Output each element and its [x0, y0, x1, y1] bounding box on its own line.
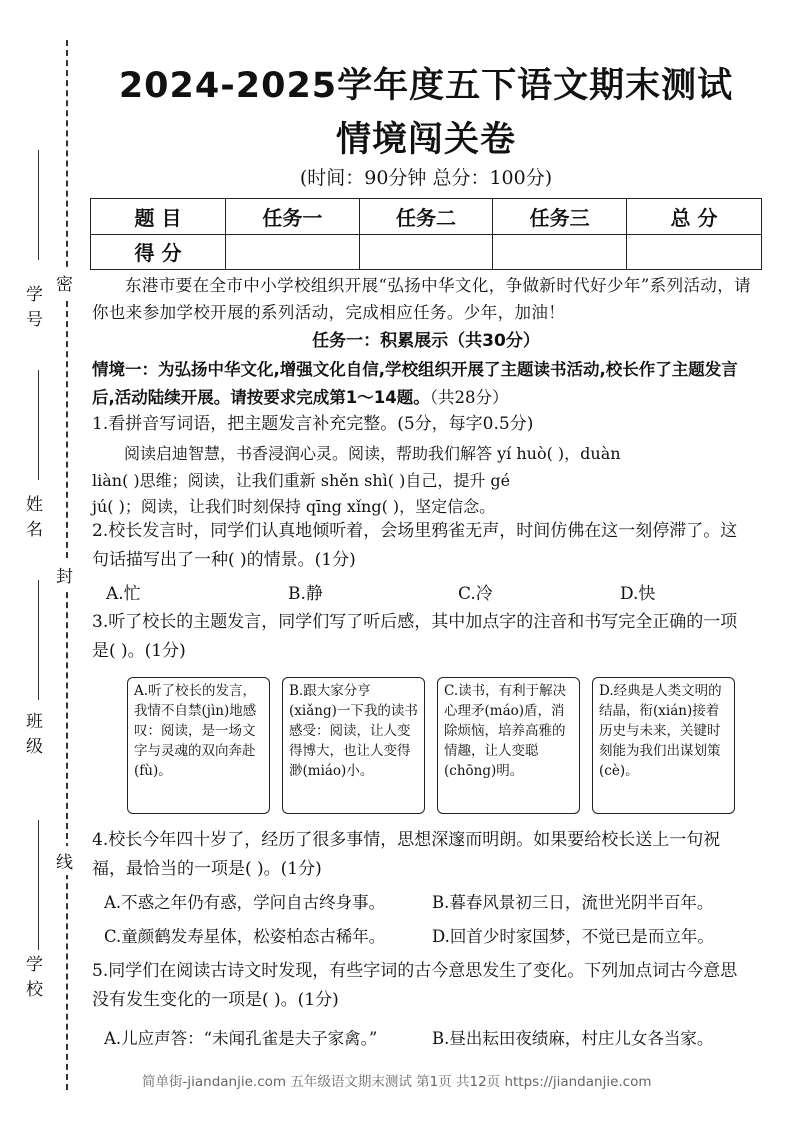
- class-blank[interactable]: [38, 580, 39, 700]
- situation1-block: [92, 356, 754, 412]
- q4-option-a[interactable]: A.不惑之年仍有惑，学问自古终身事。: [104, 893, 386, 912]
- school-label: 学校: [22, 955, 42, 1005]
- q5-stem: 5.同学们在阅读古诗文时发现，有些字词的古今意思发生了变化。下列加点词古今意思没有发生变化的一项是( )。(1分): [92, 961, 738, 1010]
- name-blank[interactable]: [38, 370, 39, 480]
- exam-title: 2024-2025学年度五下语文期末测试: [118, 66, 734, 106]
- score-header-item: 题 目: [91, 199, 226, 235]
- q2-stem: 2.校长发言时，同学们认真地倾听着，会场里鸦雀无声，时间仿佛在这一刻停滞了。这句话描写出了一种( )的情景。(1分): [92, 521, 738, 570]
- score-row-label: 得 分: [91, 234, 226, 270]
- exam-subtitle: 情境闯关卷: [335, 120, 516, 160]
- binding-char-xian: 线: [56, 846, 73, 875]
- page-footer: 简单街-jiandanjie.com 五年级语文期末测试 第1页 共12页 https://jiandanjie.com: [142, 1074, 652, 1090]
- name-label: 姓名: [22, 495, 42, 545]
- student-number-label: 学号: [22, 285, 42, 335]
- task1-title: 任务一：积累展示（共30分）: [312, 331, 540, 351]
- school-blank[interactable]: [38, 820, 39, 950]
- q3-box-a[interactable]: A.听了校长的发言，我情不自禁(jìn)地感叹：阅读，是一场文字与灵魂的双向奔赴(fù)。: [127, 677, 270, 814]
- score-header-total: 总 分: [627, 199, 762, 235]
- q4-stem: 4.校长今年四十岁了，经历了很多事情，思想深邃而明朗。如果要给校长送上一句祝福，最恰当的一项是( )。(1分): [92, 830, 721, 879]
- binding-char-mi: 密: [56, 268, 73, 297]
- q1-line3: jú( )；阅读，让我们时刻保持 qīng xǐng( )，坚定信念。: [92, 497, 496, 516]
- score-header-task2: 任务二: [359, 199, 493, 235]
- q3-box-b[interactable]: B.跟大家分亨(xiǎng)一下我的读书感受：阅读，让人变得博大，也让人变得渺(miáo)小。: [282, 677, 425, 814]
- score-cell-total[interactable]: [627, 234, 762, 270]
- q4-option-d[interactable]: D.回首少时家国梦，不觉已是而立年。: [432, 927, 714, 946]
- q2-option-d[interactable]: D.快: [620, 584, 656, 604]
- score-cell-task2[interactable]: [359, 234, 493, 270]
- q3-stem: 3.听了校长的主题发言，同学们写了听后感，其中加点字的注音和书写完全正确的一项是( )。(1分): [92, 612, 738, 661]
- score-header-task1: 任务一: [226, 199, 360, 235]
- q4-option-c[interactable]: C.童颜鹤发寿星体，松姿柏态古稀年。: [104, 927, 386, 946]
- q4-option-b[interactable]: B.暮春风景初三日，流世光阴半百年。: [432, 893, 714, 912]
- q5-option-b[interactable]: B.昼出耘田夜绩麻，村庄儿女各当家。: [432, 1029, 714, 1048]
- q3-box-d[interactable]: D.经典是人类文明的结晶，衔(xián)接着历史与未来，关键时刻能为我们出谋划策(cè)。: [592, 677, 735, 814]
- q2-option-b[interactable]: B.静: [288, 584, 323, 604]
- situation1-score: （共28分）: [429, 388, 509, 407]
- score-header-task3: 任务三: [493, 199, 627, 235]
- situation1-text: 情境一：为弘扬中华文化,增强文化自信,学校组织开展了主题读书活动,校长作了主题发言后,活动陆续开展。请按要求完成第1～14题。: [92, 360, 738, 407]
- q1-stem: 1.看拼音写词语，把主题发言补充完整。(5分，每字0.5分): [92, 414, 534, 434]
- binding-char-feng: 封: [56, 560, 73, 589]
- intro-paragraph: 东港市要在全市中小学校组织开展“弘扬中华文化，争做新时代好少年”系列活动，请你也来参加学校开展的系列活动，完成相应任务。少年，加油！: [92, 276, 752, 322]
- exam-time-score: (时间：90分钟 总分：100分): [299, 167, 553, 189]
- class-label: 班级: [22, 712, 42, 762]
- student-number-blank[interactable]: [38, 150, 39, 260]
- q1-line2: liàn( )思维；阅读，让我们重新 shěn shì( )自己，提升 gé: [92, 471, 511, 490]
- q5-option-a[interactable]: A.儿应声答：“未闻孔雀是夫子家禽。”: [104, 1029, 378, 1048]
- q2-option-c[interactable]: C.冷: [458, 584, 493, 604]
- score-cell-task1[interactable]: [226, 234, 360, 270]
- score-cell-task3[interactable]: [493, 234, 627, 270]
- q1-line1: 阅读启迪智慧，书香浸润心灵。阅读，帮助我们解答 yí huò( )，duàn: [124, 444, 621, 463]
- score-table: [90, 198, 762, 270]
- q3-box-c[interactable]: C.读书，有利于解决心理矛(máo)盾，消除烦恼，培养高雅的情趣，让人变聪(chōng)明。: [437, 677, 580, 814]
- q2-option-a[interactable]: A.忙: [106, 584, 141, 604]
